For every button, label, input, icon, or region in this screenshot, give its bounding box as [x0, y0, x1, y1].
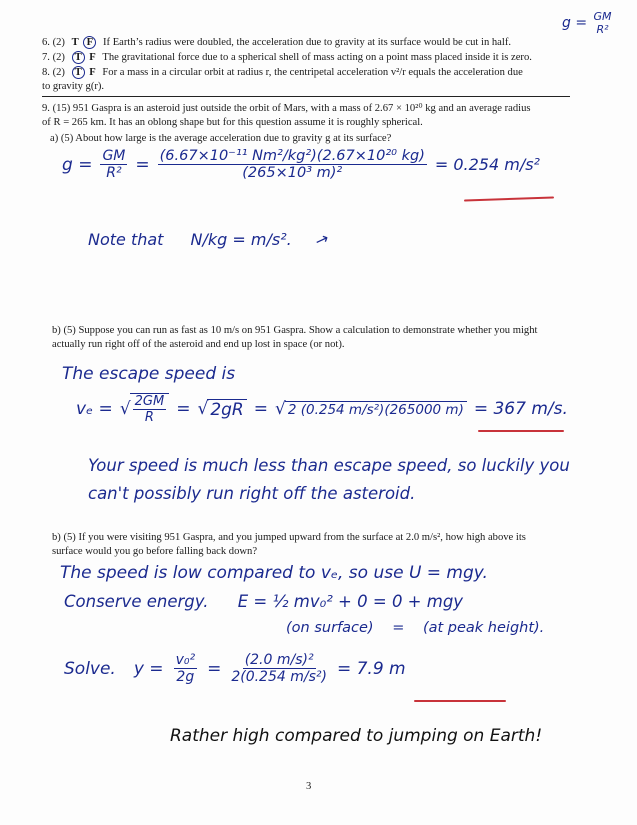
q9c-result-underline: [414, 700, 506, 702]
q9a-result: = 0.254 m/s²: [434, 155, 540, 174]
q9c-frac2-num: (2.0 m/s)²: [244, 652, 314, 668]
q9c-line3b: =: [392, 620, 405, 636]
q6-false-circled: F: [83, 36, 96, 49]
q9b-sqrt1-den: R: [144, 410, 154, 425]
q9a-lhs: g =: [62, 154, 93, 175]
sqrt-icon: √: [197, 399, 209, 419]
q9a-note: [88, 228, 332, 251]
q9a-note-text: Note that: [88, 230, 164, 249]
q7-number: 7. (2): [42, 52, 65, 63]
question-6: [42, 36, 511, 49]
q9c-frac1-den: 2g: [176, 669, 195, 685]
divider: [42, 96, 570, 97]
q6-annotation-den: R²: [596, 23, 609, 36]
q9c-eq: =: [207, 658, 222, 679]
q8-text-line1: For a mass in a circular orbit at radius r, the centripetal acceleration v²/r equals the acceleration due: [102, 67, 523, 78]
q9b-eq2: =: [253, 399, 268, 419]
q9c-result: = 7.9 m: [336, 658, 406, 679]
q9c-comment: Rather high compared to jumping on Earth!: [170, 726, 543, 746]
q9c-y: y =: [133, 658, 164, 679]
q9b-ve: vₑ =: [76, 399, 113, 419]
q9-text-line2: of R = 265 km. It has an oblong shape but for this question assume it is roughly spherical.: [42, 117, 423, 128]
q9c-prompt-line1: b) (5) If you were visiting 951 Gaspra, and you jumped upward from the surface at 2.0 m/s², how high above its: [52, 532, 526, 543]
q6-true: T: [71, 37, 79, 48]
q9c-line3a: (on surface): [286, 620, 374, 636]
q9a-note-eq: N/kg = m/s².: [190, 230, 292, 249]
q6-annotation-lhs: g =: [562, 15, 588, 31]
q7-false: F: [89, 52, 96, 63]
q9b-equation: [76, 393, 568, 425]
q9a-calc: [158, 148, 427, 181]
q9b-result-underline: [478, 430, 564, 432]
sqrt-icon: √: [274, 399, 286, 419]
q9a-result-underline: [464, 196, 554, 201]
q9a-calc-num: (6.67×10⁻¹¹ Nm²/kg²)(2.67×10²⁰ kg): [159, 148, 425, 164]
q9c-frac2-den: 2(0.254 m/s²): [231, 669, 327, 685]
q9b-sqrt1-num: 2GM: [134, 394, 165, 409]
sqrt-icon: √: [119, 399, 131, 419]
q9c-solve: [64, 652, 406, 685]
q6-annotation-num: GM: [593, 10, 612, 23]
q9c-line3: [286, 620, 544, 636]
q9a-formula-num: GM: [102, 148, 126, 164]
q9c-frac2: [231, 652, 327, 685]
q9a-prompt: a) (5) About how large is the average acceleration due to gravity g at its surface?: [50, 133, 392, 144]
question-7: [42, 51, 532, 64]
q6-number: 6. (2): [42, 37, 65, 48]
page-number: 3: [306, 781, 312, 792]
q7-true-circled: T: [72, 51, 85, 64]
q9b-result: = 367 m/s.: [473, 399, 568, 419]
q9a-eq: =: [135, 154, 150, 175]
q9b-eq1: =: [176, 399, 191, 419]
q9b-prompt-line1: b) (5) Suppose you can run as fast as 10 m/s on 951 Gaspra. Show a calculation to demonstrate whether you might: [52, 325, 538, 336]
q9b-sqrt3: 2 (0.254 m/s²)(265000 m): [285, 401, 467, 418]
q6-annotation: [562, 10, 614, 36]
q9b-line3: Your speed is much less than escape speed, so luckily you: [88, 456, 570, 475]
q9b-line4: can't possibly run right off the asteroid.: [88, 484, 416, 503]
q8-number: 8. (2): [42, 67, 65, 78]
q9b-prompt-line2: actually run right off of the asteroid and end up lost in space (or not).: [52, 339, 345, 350]
q9c-frac1: [174, 652, 198, 685]
q8-true-circled: T: [72, 66, 85, 79]
q9b-line1: The escape speed is: [62, 364, 236, 384]
q9c-prompt-line2: surface would you go before falling back down?: [52, 546, 258, 557]
q6-text: If Earth’s radius were doubled, the acceleration due to gravity at its surface would be cut in half.: [103, 37, 512, 48]
q9c-line1: The speed is low compared to vₑ, so use U = mgy.: [60, 563, 488, 583]
q9c-line3c: (at peak height).: [422, 620, 545, 636]
q8-false: F: [89, 67, 96, 78]
q6-annotation-fraction: [592, 10, 614, 36]
q7-text: The gravitational force due to a spherical shell of mass acting on a point mass placed inside it is zero.: [102, 52, 532, 63]
q9a-formula-den: R²: [106, 165, 122, 181]
q9c-line2a: Conserve energy.: [64, 592, 209, 611]
q9c-solve-label: Solve.: [64, 658, 116, 679]
arrow-icon: →: [311, 228, 332, 251]
q8-text-line2: to gravity g(r).: [42, 81, 105, 92]
q9-text-line1: 9. (15) 951 Gaspra is an asteroid just outside the orbit of Mars, with a mass of 2.67 × 10²⁰ kg and an average radius: [42, 103, 531, 114]
q9c-frac1-num: v₀²: [175, 652, 196, 668]
q9a-formula: [100, 148, 127, 181]
q9b-sqrt1: [130, 393, 170, 425]
question-8: [42, 66, 523, 79]
q9b-sqrt2: 2gR: [207, 399, 246, 420]
q9a-solution: [62, 148, 540, 181]
q9c-line2: [64, 592, 463, 611]
q9c-line2b: E = ½ mv₀² + 0 = 0 + mgy: [237, 592, 464, 611]
q9a-calc-den: (265×10³ m)²: [242, 165, 343, 181]
